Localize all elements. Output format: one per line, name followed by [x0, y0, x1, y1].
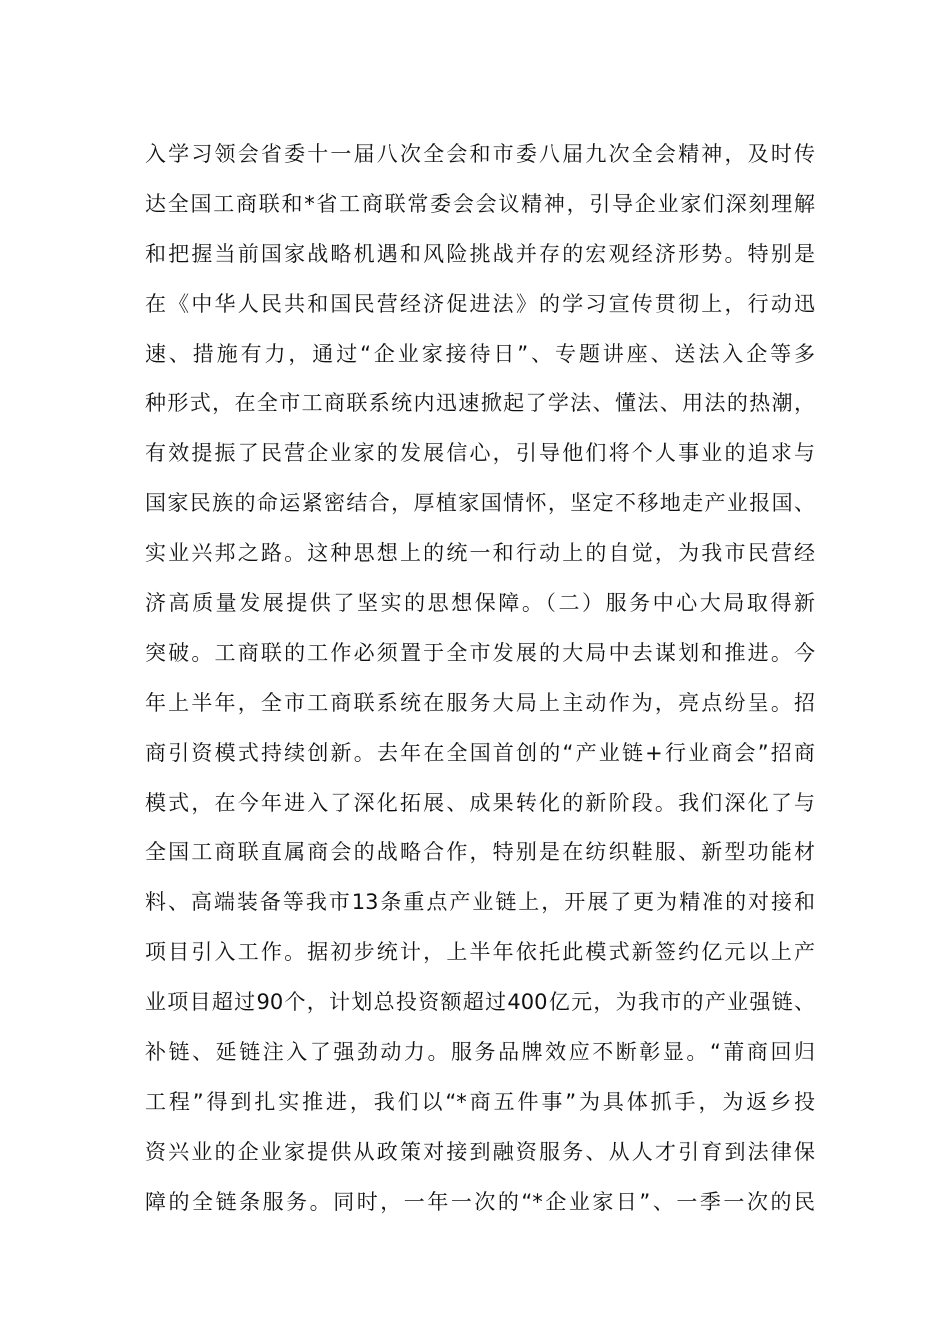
text-line: 济高质量发展提供了坚实的思想保障。（二）服务中心大局取得新	[145, 591, 815, 616]
text-line: 和把握当前国家战略机遇和风险挑战并存的宏观经济形势。特别是	[145, 241, 815, 266]
body-text	[145, 130, 815, 1228]
text-line: 障的全链条服务。同时，一年一次的“*企业家日”、一季一次的民	[145, 1189, 815, 1214]
text-line: 全国工商联直属商会的战略合作，特别是在纺织鞋服、新型功能材	[145, 840, 815, 865]
text-line: 入学习领会省委十一届八次全会和市委八届九次全会精神，及时传	[145, 142, 815, 166]
text-line: 项目引入工作。据初步统计，上半年依托此模式新签约亿元以上产	[145, 940, 815, 965]
text-line: 达全国工商联和*省工商联常委会会议精神，引导企业家们深刻理解	[145, 191, 815, 216]
text-line: 模式，在今年进入了深化拓展、成果转化的新阶段。我们深化了与	[145, 790, 815, 815]
text-line: 料、高端装备等我市13条重点产业链上，开展了更为精准的对接和	[145, 890, 815, 915]
text-line: 补链、延链注入了强劲动力。服务品牌效应不断彰显。“莆商回归	[145, 1040, 815, 1065]
text-line: 业项目超过90个，计划总投资额超过400亿元，为我市的产业强链、	[145, 990, 815, 1015]
text-line: 商引资模式持续创新。去年在全国首创的“产业链+行业商会”招商	[145, 740, 815, 765]
text-line: 年上半年，全市工商联系统在服务大局上主动作为，亮点纷呈。招	[145, 690, 815, 715]
text-line: 工程”得到扎实推进，我们以“*商五件事”为具体抓手，为返乡投	[145, 1089, 815, 1114]
text-line: 资兴业的企业家提供从政策对接到融资服务、从人才引育到法律保	[145, 1139, 815, 1164]
text-line: 突破。工商联的工作必须置于全市发展的大局中去谋划和推进。今	[145, 640, 815, 665]
text-line: 国家民族的命运紧密结合，厚植家国情怀，坚定不移地走产业报国、	[145, 491, 815, 516]
text-line: 实业兴邦之路。这种思想上的统一和行动上的自觉，为我市民营经	[145, 541, 815, 566]
text-line: 有效提振了民营企业家的发展信心，引导他们将个人事业的追求与	[145, 441, 815, 466]
text-line: 速、措施有力，通过“企业家接待日”、专题讲座、送法入企等多	[145, 341, 815, 366]
text-line: 在《中华人民共和国民营经济促进法》的学习宣传贯彻上，行动迅	[145, 291, 815, 316]
text-line: 种形式，在全市工商联系统内迅速掀起了学法、懂法、用法的热潮，	[145, 391, 815, 416]
